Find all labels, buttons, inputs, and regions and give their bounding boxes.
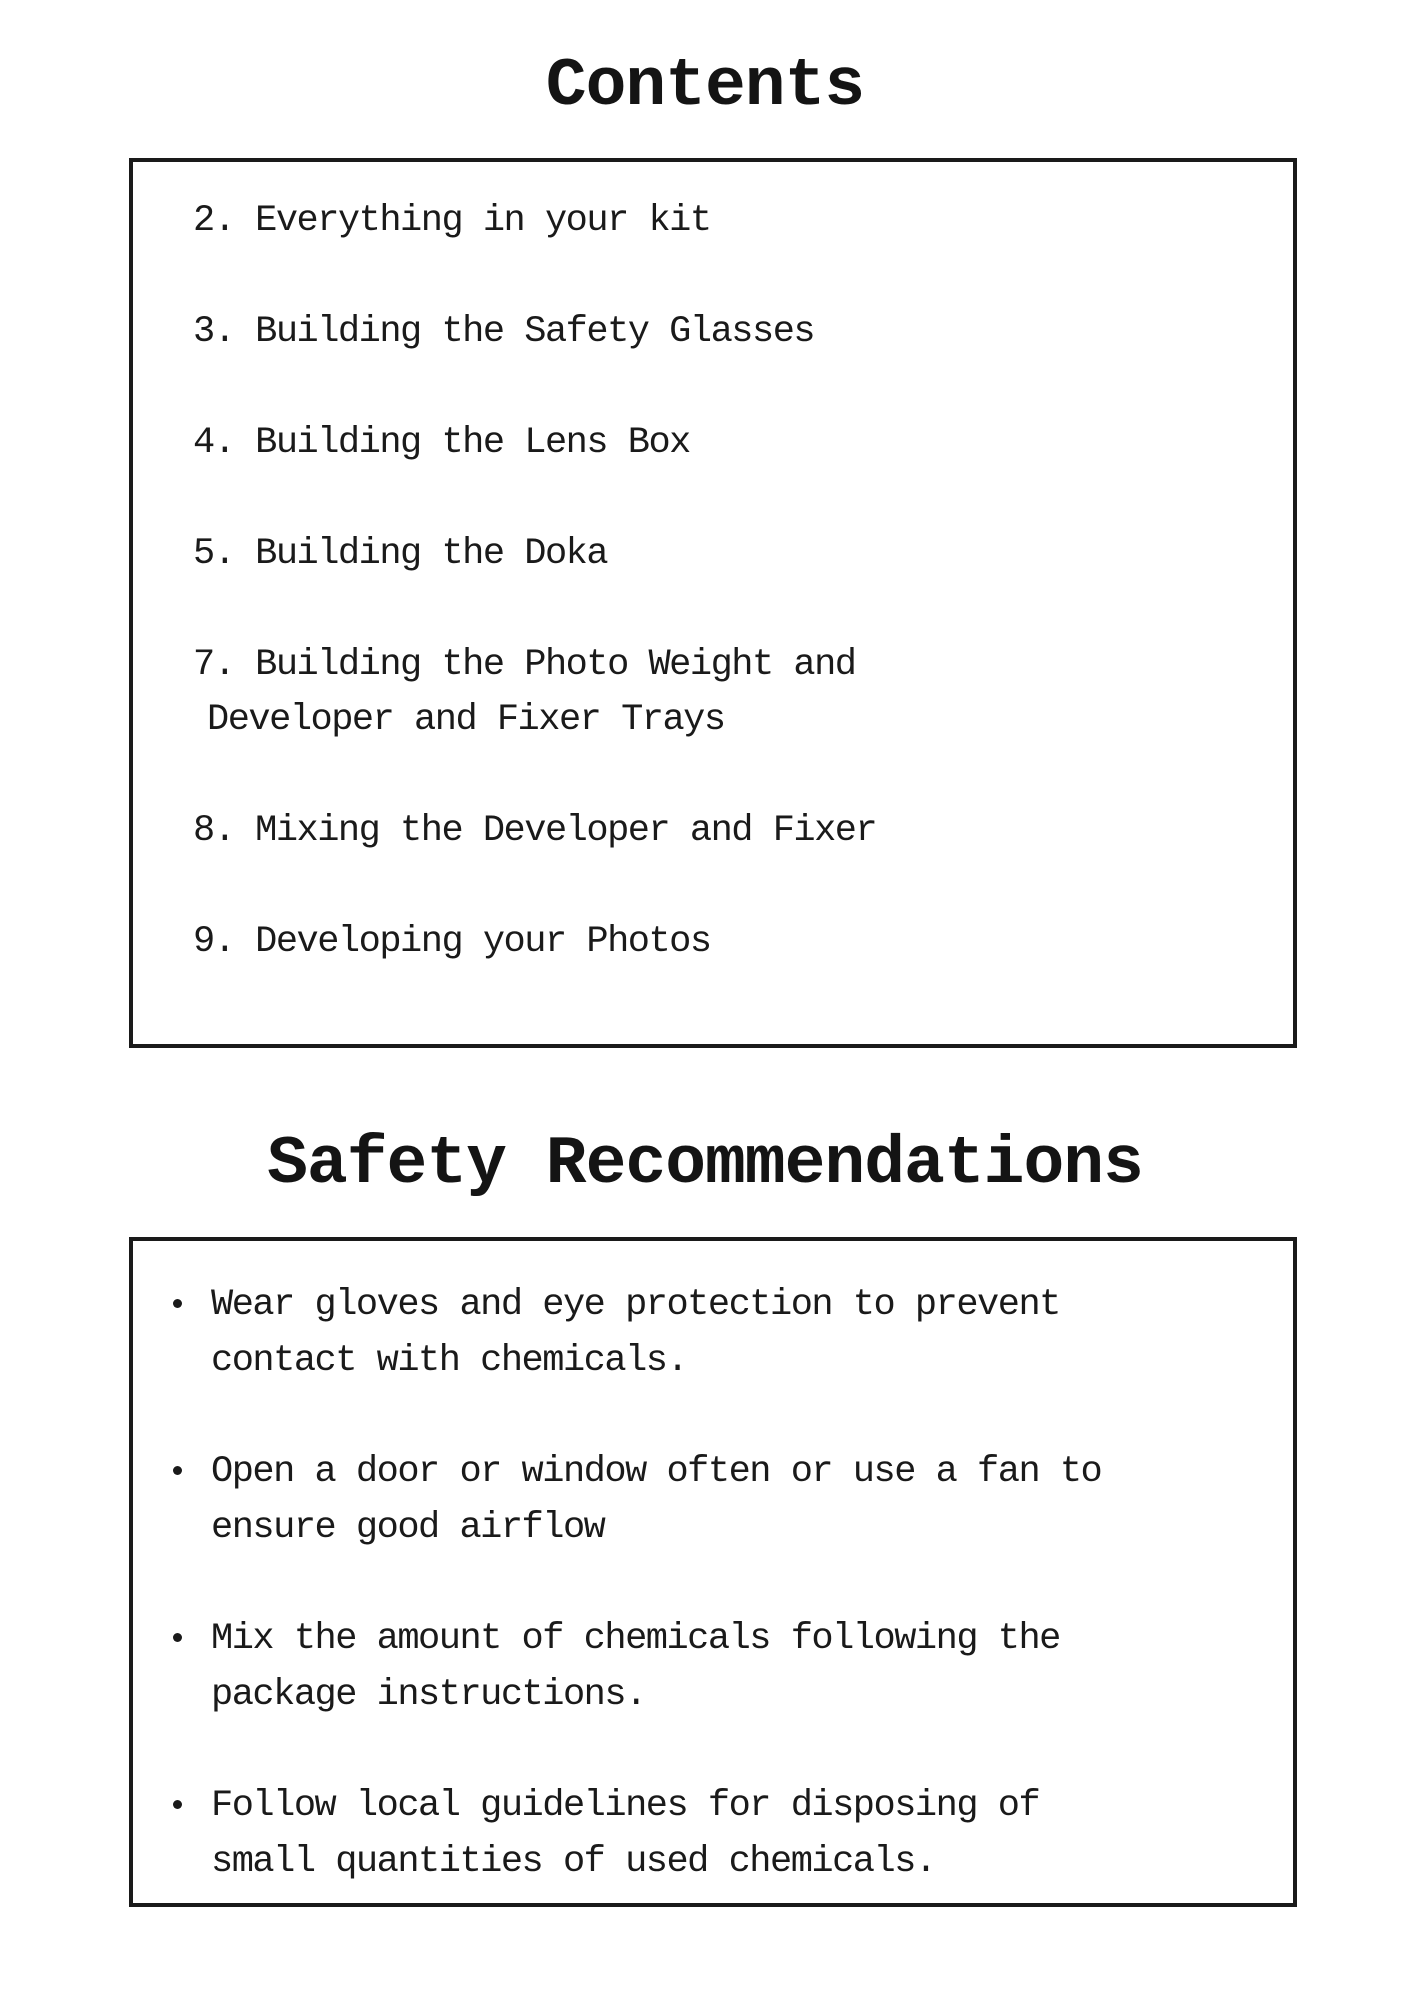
bullet-icon <box>173 1299 182 1308</box>
safety-item-text: Mix the amount of chemicals following the <box>211 1618 1060 1660</box>
safety-box <box>129 1237 1297 1907</box>
safety-item-airflow <box>173 1444 1211 1556</box>
safety-item-text: Follow local guidelines for disposing of <box>211 1785 1040 1827</box>
toc-item-label: 3. Building the Safety Glasses <box>193 311 815 353</box>
toc-item-mixing <box>193 804 876 859</box>
toc-item-label: 5. Building the Doka <box>193 533 608 575</box>
toc-item-kit <box>193 194 711 249</box>
safety-item-gloves <box>173 1277 1211 1389</box>
safety-item-text-continued: ensure good airflow <box>211 1507 605 1549</box>
contents-box <box>129 158 1297 1048</box>
safety-item-mixing <box>173 1611 1211 1723</box>
toc-item-doka <box>193 527 607 582</box>
contents-heading: Contents <box>545 48 865 125</box>
safety-item-text-continued: package instructions. <box>211 1674 646 1716</box>
bullet-icon <box>173 1800 182 1809</box>
toc-item-label-continued: Developer and Fixer Trays <box>207 699 725 741</box>
safety-item-disposal <box>173 1778 1211 1890</box>
safety-item-text: Open a door or window often or use a fan to <box>211 1451 1102 1493</box>
toc-item-label: 8. Mixing the Developer and Fixer <box>193 810 877 852</box>
toc-item-photo-weight <box>193 638 856 748</box>
toc-item-safety-glasses <box>193 305 814 360</box>
toc-item-label: 7. Building the Photo Weight and <box>193 644 856 686</box>
safety-item-text: Wear gloves and eye protection to prevent <box>211 1284 1060 1326</box>
safety-heading: Safety Recommendations <box>267 1126 1143 1203</box>
toc-item-label: 2. Everything in your kit <box>193 200 711 242</box>
bullet-icon <box>173 1466 182 1475</box>
toc-item-label: 9. Developing your Photos <box>193 921 711 963</box>
toc-item-developing <box>193 915 711 970</box>
toc-item-label: 4. Building the Lens Box <box>193 422 690 464</box>
safety-item-text-continued: contact with chemicals. <box>211 1340 688 1382</box>
safety-item-text-continued: small quantities of used chemicals. <box>211 1841 936 1883</box>
bullet-icon <box>173 1633 182 1642</box>
toc-item-lens-box <box>193 416 690 471</box>
